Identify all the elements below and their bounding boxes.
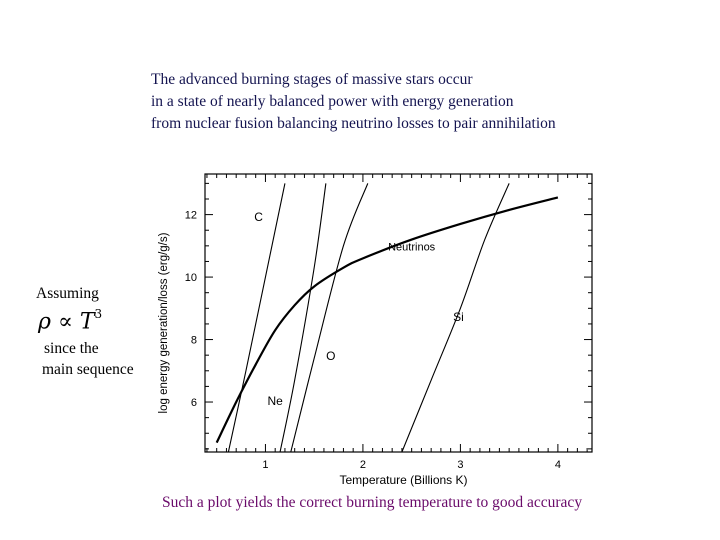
y-tick-label: 10 (184, 272, 197, 285)
plot-frame (205, 174, 592, 452)
x-tick-label: 3 (457, 459, 464, 471)
assuming-text: Assuming (36, 285, 99, 302)
chart-series (217, 183, 558, 452)
y-tick-label: 8 (190, 334, 197, 347)
caption-line-2: in a state of nearly balanced power with energy generation (151, 93, 514, 110)
caption-line-3: from nuclear fusion balancing neutrino losses to pair annihilation (151, 115, 556, 132)
footer-text: Such a plot yields the correct burning temperature to good accuracy (162, 494, 583, 511)
series-label-neutrinos: Neutrinos (388, 241, 436, 254)
formula-rho: ρ (38, 309, 51, 335)
x-tick-label: 4 (554, 459, 561, 471)
caption-line-1: The advanced burning stages of massive stars occur (151, 71, 473, 88)
series-line-o (291, 183, 368, 452)
y-tick-label: 6 (190, 397, 197, 410)
series-line-ne (280, 183, 326, 452)
since-text-line-2: main sequence (42, 361, 134, 378)
series-label-c: C (254, 209, 263, 224)
formula-exponent: 3 (94, 307, 103, 321)
x-tick-label: 1 (262, 459, 269, 471)
series-label-ne: Ne (267, 394, 283, 409)
y-tick-label: 12 (184, 209, 197, 222)
axis-ticks (185, 174, 592, 471)
series-label-si: Si (453, 309, 464, 324)
y-axis-label: log energy generation/loss (erg/g/s) (158, 232, 170, 414)
since-text-line-1: since the (44, 340, 99, 357)
x-tick-label: 2 (359, 459, 366, 471)
plot-border (205, 174, 592, 452)
x-axis-label: Temperature (Billions K) (339, 473, 468, 487)
formula-temperature: T (79, 309, 95, 335)
series-label-o: O (326, 348, 336, 363)
formula-proportional: ∝ (57, 309, 73, 335)
